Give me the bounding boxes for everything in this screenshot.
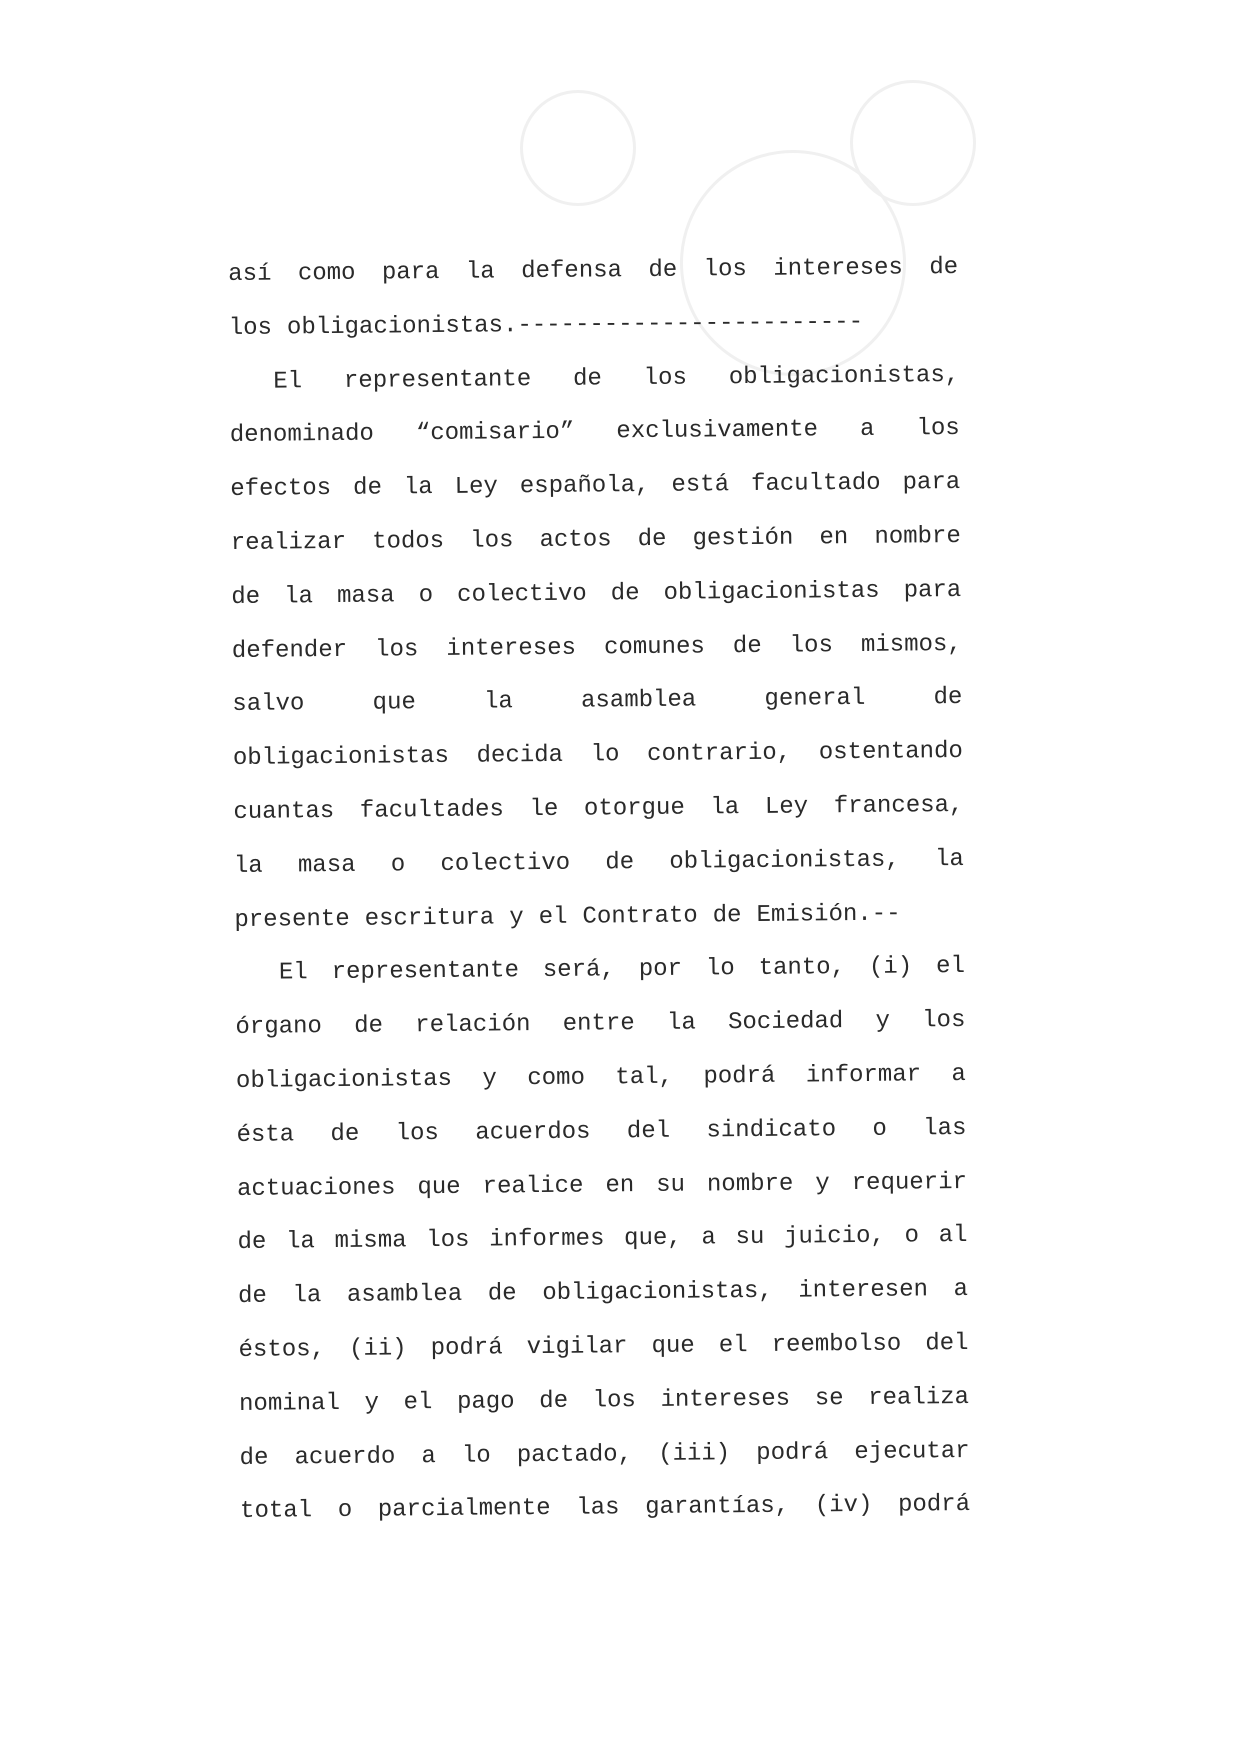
text-word: para — [902, 469, 961, 497]
text-word: exclusivamente — [616, 416, 819, 446]
text-word: (i) — [868, 953, 913, 982]
text-word: decida — [476, 741, 564, 770]
text-word: de — [237, 1282, 268, 1311]
text-word: Ley — [454, 473, 499, 502]
text-word: intereses — [773, 254, 904, 283]
text-word: de — [572, 365, 602, 393]
text-word: podrá — [897, 1491, 971, 1519]
text-word: los — [703, 256, 748, 284]
text-word: Contrato — [582, 902, 698, 931]
text-line — [238, 1317, 968, 1378]
text-word: obligacionistas, — [542, 1277, 773, 1308]
text-word: el — [538, 903, 568, 931]
text-line — [228, 241, 958, 302]
text-word: el — [935, 953, 966, 981]
text-word: mismos, — [860, 630, 962, 659]
text-word: se — [814, 1384, 844, 1413]
text-word: que — [651, 1332, 695, 1360]
text-word: la — [284, 582, 314, 611]
text-word: colectivo — [440, 849, 571, 878]
text-word: requerir — [851, 1168, 968, 1197]
text-word: los — [374, 635, 419, 664]
text-word: de — [354, 1012, 384, 1040]
text-word: acuerdos — [475, 1118, 591, 1147]
text-word: así — [228, 260, 272, 288]
text-word: los — [916, 415, 960, 443]
text-word: la — [465, 258, 495, 286]
text-word: que, — [623, 1225, 682, 1253]
text-word: denominado — [229, 421, 374, 450]
text-word: parcialmente — [377, 1495, 551, 1524]
text-word: informes — [489, 1225, 605, 1254]
text-line — [236, 1048, 966, 1109]
text-word: obligacionistas, — [669, 846, 900, 876]
text-word: intereses — [446, 634, 577, 663]
text-word: garantías, — [645, 1493, 790, 1522]
text-word: su — [656, 1171, 686, 1199]
text-word: comunes — [603, 633, 705, 661]
text-line — [234, 887, 964, 948]
text-word: entre — [562, 1010, 635, 1038]
text-word: de — [929, 253, 959, 282]
text-word: y — [509, 903, 524, 931]
text-line — [229, 295, 959, 356]
text-line — [239, 1424, 969, 1485]
text-word: defensa — [521, 257, 623, 286]
text-line — [231, 564, 961, 625]
text-word: del — [925, 1329, 969, 1358]
faint-seal-mark — [520, 90, 636, 206]
text-word: la — [233, 852, 263, 880]
text-word: obligacionistas — [663, 577, 880, 607]
text-word: intereses — [660, 1385, 791, 1414]
text-word: de — [637, 525, 667, 554]
text-word: en — [819, 524, 849, 552]
text-word: de — [933, 684, 963, 712]
text-word: española, — [519, 472, 650, 501]
text-word: la — [403, 474, 433, 502]
text-word: a — [701, 1224, 716, 1252]
text-word: lo — [590, 741, 620, 769]
text-word: podrá — [756, 1438, 829, 1467]
text-line — [236, 1102, 966, 1163]
text-line — [235, 940, 965, 1001]
text-word: el — [403, 1388, 433, 1417]
text-word: o — [337, 1497, 353, 1525]
text-word: la — [285, 1228, 316, 1256]
text-word: para — [381, 258, 440, 287]
text-word: (iii) — [658, 1439, 731, 1468]
text-word: a — [953, 1276, 969, 1304]
text-line — [232, 671, 962, 732]
text-line — [235, 994, 965, 1055]
text-word: interesen — [798, 1276, 929, 1305]
text-word: como — [527, 1064, 586, 1093]
text-word: de — [231, 583, 261, 611]
text-word: de — [539, 1387, 569, 1415]
text-word: acuerdo — [294, 1442, 396, 1471]
text-word: gestión — [692, 524, 794, 553]
text-word: los — [426, 1227, 470, 1255]
text-word: masa — [297, 851, 356, 880]
text-word: de — [712, 901, 742, 929]
text-word: o — [390, 851, 406, 879]
text-word: de — [352, 474, 383, 502]
text-word: obligacionistas.------------------------ — [286, 308, 864, 342]
text-word: por — [638, 956, 683, 984]
text-word: o — [904, 1222, 920, 1250]
text-word: los — [395, 1119, 440, 1148]
text-line — [233, 725, 963, 786]
faint-seal-mark — [850, 80, 976, 206]
text-word: el — [718, 1332, 748, 1360]
text-word: contrario, — [647, 739, 792, 769]
text-line — [230, 402, 960, 463]
text-word: tanto, — [758, 954, 846, 983]
text-word: (ii) — [348, 1335, 407, 1363]
text-word: realice — [482, 1172, 584, 1201]
text-word: los — [470, 527, 514, 555]
text-word: de — [648, 256, 678, 284]
text-word: presente — [234, 905, 350, 934]
text-word: y — [364, 1389, 380, 1417]
text-word: (iv) — [814, 1492, 873, 1520]
text-word: actuaciones — [236, 1173, 396, 1203]
text-word: sindicato — [706, 1115, 837, 1145]
text-word: la — [666, 1009, 696, 1037]
text-word: obligacionistas, — [728, 361, 960, 391]
text-line — [237, 1209, 967, 1270]
text-word: de — [330, 1120, 360, 1148]
text-word: representante — [343, 365, 532, 395]
text-word: la — [292, 1282, 322, 1310]
text-word: los — [592, 1386, 637, 1415]
text-word: obligacionistas — [232, 743, 450, 773]
text-word: pago — [456, 1388, 515, 1416]
text-word: asamblea — [580, 686, 697, 716]
text-line — [233, 779, 963, 840]
text-word: la — [710, 794, 740, 822]
text-word: nombre — [706, 1170, 794, 1198]
text-word: los — [922, 1007, 966, 1035]
text-word: la — [483, 688, 513, 716]
text-word: los — [228, 314, 273, 342]
text-line — [237, 1155, 967, 1216]
text-word: escritura — [364, 904, 495, 933]
text-word: El — [278, 959, 308, 987]
text-word: de — [610, 579, 640, 608]
text-word: podrá — [703, 1062, 776, 1091]
text-word: Emisión.-- — [756, 900, 901, 929]
text-line — [230, 456, 960, 517]
text-word: vigilar — [526, 1333, 628, 1362]
text-word: pactado, — [516, 1440, 633, 1469]
text-word: que — [417, 1173, 461, 1201]
text-word: las — [576, 1494, 620, 1523]
text-word: o — [418, 581, 434, 609]
text-word: francesa, — [833, 791, 964, 821]
text-word: otorgue — [583, 794, 685, 823]
text-word: órgano — [235, 1013, 323, 1042]
text-word: ésta — [236, 1121, 295, 1149]
text-word: lo — [461, 1442, 491, 1470]
text-word: ostentando — [818, 738, 963, 767]
text-word: le — [529, 795, 559, 824]
document-body — [228, 241, 970, 1539]
text-word: la — [934, 845, 964, 874]
text-word: de — [605, 848, 635, 877]
text-line — [239, 1371, 969, 1432]
text-word: facultado — [750, 469, 881, 499]
text-word: defender — [231, 636, 348, 665]
text-word: del — [626, 1117, 671, 1145]
text-word: podrá — [430, 1334, 503, 1363]
text-word: realiza — [868, 1383, 970, 1412]
text-word: y — [815, 1169, 830, 1197]
text-word: y — [875, 1007, 891, 1035]
text-word: de — [239, 1444, 269, 1472]
text-word: éstos, — [238, 1336, 326, 1364]
text-word: para — [903, 576, 962, 605]
text-line — [234, 833, 964, 894]
text-word: de — [732, 632, 762, 660]
text-word: lo — [705, 955, 735, 983]
text-word: “comisario” — [415, 419, 575, 448]
text-word: o — [872, 1115, 887, 1143]
text-line — [231, 510, 961, 571]
text-word: informar — [805, 1061, 922, 1090]
text-word: realizar — [230, 528, 347, 557]
text-word: masa — [336, 582, 395, 610]
text-word: y — [482, 1065, 498, 1093]
text-word: total — [240, 1497, 313, 1526]
text-line — [232, 618, 962, 679]
text-word: asamblea — [346, 1280, 463, 1310]
text-line — [240, 1478, 970, 1539]
text-word: de — [487, 1280, 517, 1308]
text-word: Sociedad — [727, 1008, 844, 1037]
text-word: misma — [334, 1227, 407, 1256]
text-word: los — [789, 631, 834, 660]
text-line — [238, 1263, 968, 1324]
text-word: las — [923, 1114, 967, 1143]
text-word: de — [237, 1229, 267, 1257]
text-word: representante — [331, 957, 520, 987]
text-word: su — [735, 1224, 765, 1252]
text-word: a — [951, 1060, 967, 1089]
text-word: ejecutar — [854, 1437, 970, 1466]
text-word: efectos — [230, 475, 332, 504]
text-word: a — [859, 416, 875, 444]
text-word: será, — [542, 956, 615, 985]
text-word: actos — [539, 526, 612, 555]
text-word: como — [297, 259, 356, 288]
text-word: en — [605, 1171, 635, 1199]
text-word: los — [643, 364, 688, 392]
text-word: que — [372, 689, 416, 718]
text-line — [229, 349, 959, 410]
text-word: facultades — [359, 796, 505, 825]
text-word: cuantas — [233, 797, 335, 826]
text-word: nombre — [874, 522, 961, 551]
text-word: obligacionistas — [235, 1065, 453, 1095]
text-word: El — [273, 367, 303, 396]
text-word: Ley — [764, 793, 809, 821]
text-word: reembolso — [771, 1330, 902, 1359]
text-word: salvo — [232, 690, 305, 719]
text-word: juicio, — [783, 1223, 886, 1252]
text-word: a — [421, 1442, 436, 1470]
text-word: al — [938, 1222, 968, 1250]
text-word: relación — [415, 1011, 531, 1040]
text-word: tal, — [615, 1063, 674, 1092]
text-word: todos — [372, 527, 445, 556]
text-word: general — [764, 685, 866, 714]
text-word: nominal — [238, 1389, 341, 1418]
text-word: colectivo — [456, 580, 587, 609]
text-word: está — [671, 471, 730, 499]
